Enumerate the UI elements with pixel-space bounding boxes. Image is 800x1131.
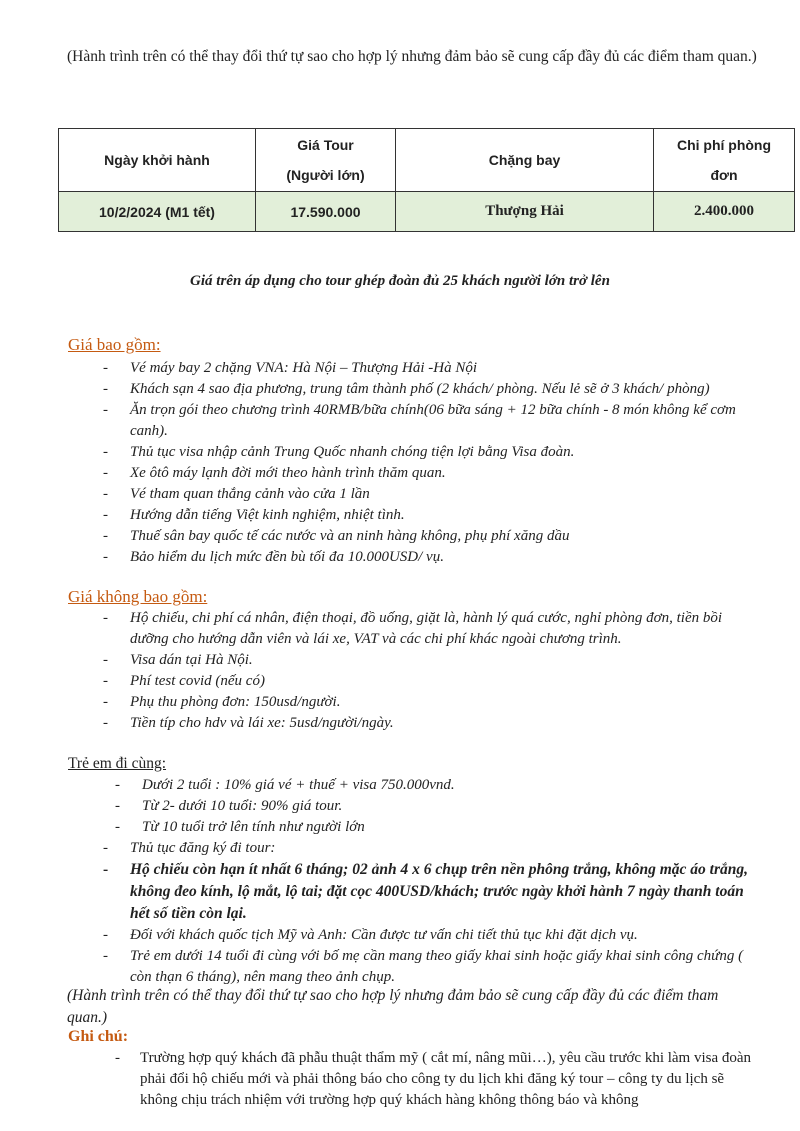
header-price xyxy=(256,129,396,192)
cell-departure: 10/2/2024 (M1 tết) xyxy=(59,192,256,232)
list-item: - Thủ tục visa nhập cảnh Trung Quốc nhanh chóng tiện lợi bằng Visa đoàn. xyxy=(103,442,763,463)
header-departure: Ngày khởi hành xyxy=(59,129,256,192)
cell-price: 17.590.000 xyxy=(256,192,396,232)
list-item: - Dưới 2 tuổi : 10% giá vé + thuế + visa 750.000vnd. xyxy=(115,775,755,796)
notes-list xyxy=(115,1048,760,1111)
list-item: - Tiền típ cho hdv và lái xe: 5usd/người/ngày. xyxy=(103,713,763,734)
list-item: - Trường hợp quý khách đã phẫu thuật thẩm mỹ ( cắt mí, nâng mũi…), yêu cầu trước khi làm visa đoàn phải đổi hộ chiếu mới và phải thông báo cho công ty du lịch khi đăng ký tour – công ty du lịch sẽ không chịu trách nhiệm với trường hợp quý khách hàng không thông báo và không xyxy=(115,1048,760,1111)
table-row xyxy=(59,192,795,232)
list-item: - Ăn trọn gói theo chương trình 40RMB/bữa chính(06 bữa sáng + 12 bữa chính - 8 món không kể cơm canh). xyxy=(103,400,763,442)
list-item: - Hộ chiếu còn hạn ít nhất 6 tháng; 02 ảnh 4 x 6 chụp trên nền phông trắng, không mặc áo trắng, không đeo kính, lộ mắt, lộ tai; đặt cọc 400USD/khách; trước ngày khởi hành 7 ngày thanh toán hết số tiền còn lại. xyxy=(103,859,763,925)
list-item: - Visa dán tại Hà Nội. xyxy=(103,650,763,671)
list-item: - Khách sạn 4 sao địa phương, trung tâm thành phố (2 khách/ phòng. Nếu lẻ sẽ ở 3 khách/ phòng) xyxy=(103,379,763,400)
list-item: - Hướng dẫn tiếng Việt kinh nghiệm, nhiệt tình. xyxy=(103,505,763,526)
included-heading: Giá bao gồm: xyxy=(68,335,161,354)
list-item: - Phí test covid (nếu có) xyxy=(103,671,763,692)
excluded-heading: Giá không bao gồm: xyxy=(68,587,208,606)
list-item: - Xe ôtô máy lạnh đời mới theo hành trình thăm quan. xyxy=(103,463,763,484)
list-item: - Trẻ em dưới 14 tuổi đi cùng với bố mẹ cần mang theo giấy khai sinh hoặc giấy khai sinh công chứng ( còn thạn 6 tháng), nên mang theo ảnh chụp. xyxy=(103,946,763,988)
list-item: - Từ 2- dưới 10 tuổi: 90% giá tour. xyxy=(115,796,755,817)
procedures-list xyxy=(103,838,763,988)
notes-heading: Ghi chú: xyxy=(68,1028,129,1045)
cell-single-room: 2.400.000 xyxy=(654,192,795,232)
intro-note: (Hành trình trên có thể thay đổi thứ tự sao cho hợp lý nhưng đảm bảo sẽ cung cấp đầy đủ các điểm tham quan.) xyxy=(67,48,757,65)
children-heading: Trẻ em đi cùng: xyxy=(68,755,167,772)
excluded-list xyxy=(103,608,763,734)
list-item: - Bảo hiểm du lịch mức đền bù tối đa 10.000USD/ vụ. xyxy=(103,547,763,568)
list-item: - Hộ chiếu, chi phí cá nhân, điện thoại, đồ uống, giặt là, hành lý quá cước, nghỉ phòng đơn, tiền bồi dưỡng cho hướng dẫn viên và lái xe, VAT và các chi phí khác ngoài chương trình. xyxy=(103,608,763,650)
list-item: - Thủ tục đăng ký đi tour: xyxy=(103,838,763,859)
header-price-line1: Giá Tour xyxy=(297,137,354,153)
included-list xyxy=(103,358,763,568)
list-item: - Thuế sân bay quốc tế các nước và an ninh hàng không, phụ phí xăng dầu xyxy=(103,526,763,547)
list-item: - Phụ thu phòng đơn: 150usd/người. xyxy=(103,692,763,713)
children-list xyxy=(115,775,755,838)
header-price-line2: (Người lớn) xyxy=(286,167,365,183)
header-single-room xyxy=(654,129,795,192)
price-note: Giá trên áp dụng cho tour ghép đoàn đủ 25 khách người lớn trở lên xyxy=(190,273,610,289)
cell-route: Thượng Hải xyxy=(396,192,654,232)
list-item: - Vé tham quan thắng cảnh vào cửa 1 lần xyxy=(103,484,763,505)
header-route: Chặng bay xyxy=(396,129,654,192)
outro-note: (Hành trình trên có thể thay đổi thứ tự sao cho hợp lý nhưng đảm bảo sẽ cung cấp đầy đủ các điểm tham quan.) xyxy=(67,987,719,1026)
header-single-line1: Chi phí phòng xyxy=(676,137,772,153)
header-single-line2: đơn xyxy=(710,167,738,183)
table-header-row xyxy=(59,129,795,192)
list-item: - Vé máy bay 2 chặng VNA: Hà Nội – Thượng Hải -Hà Nội xyxy=(103,358,763,379)
list-item: - Từ 10 tuổi trở lên tính như người lớn xyxy=(115,817,755,838)
list-item: - Đối với khách quốc tịch Mỹ và Anh: Cần được tư vấn chi tiết thủ tục khi đặt dịch vụ. xyxy=(103,925,763,946)
price-table xyxy=(58,128,795,232)
